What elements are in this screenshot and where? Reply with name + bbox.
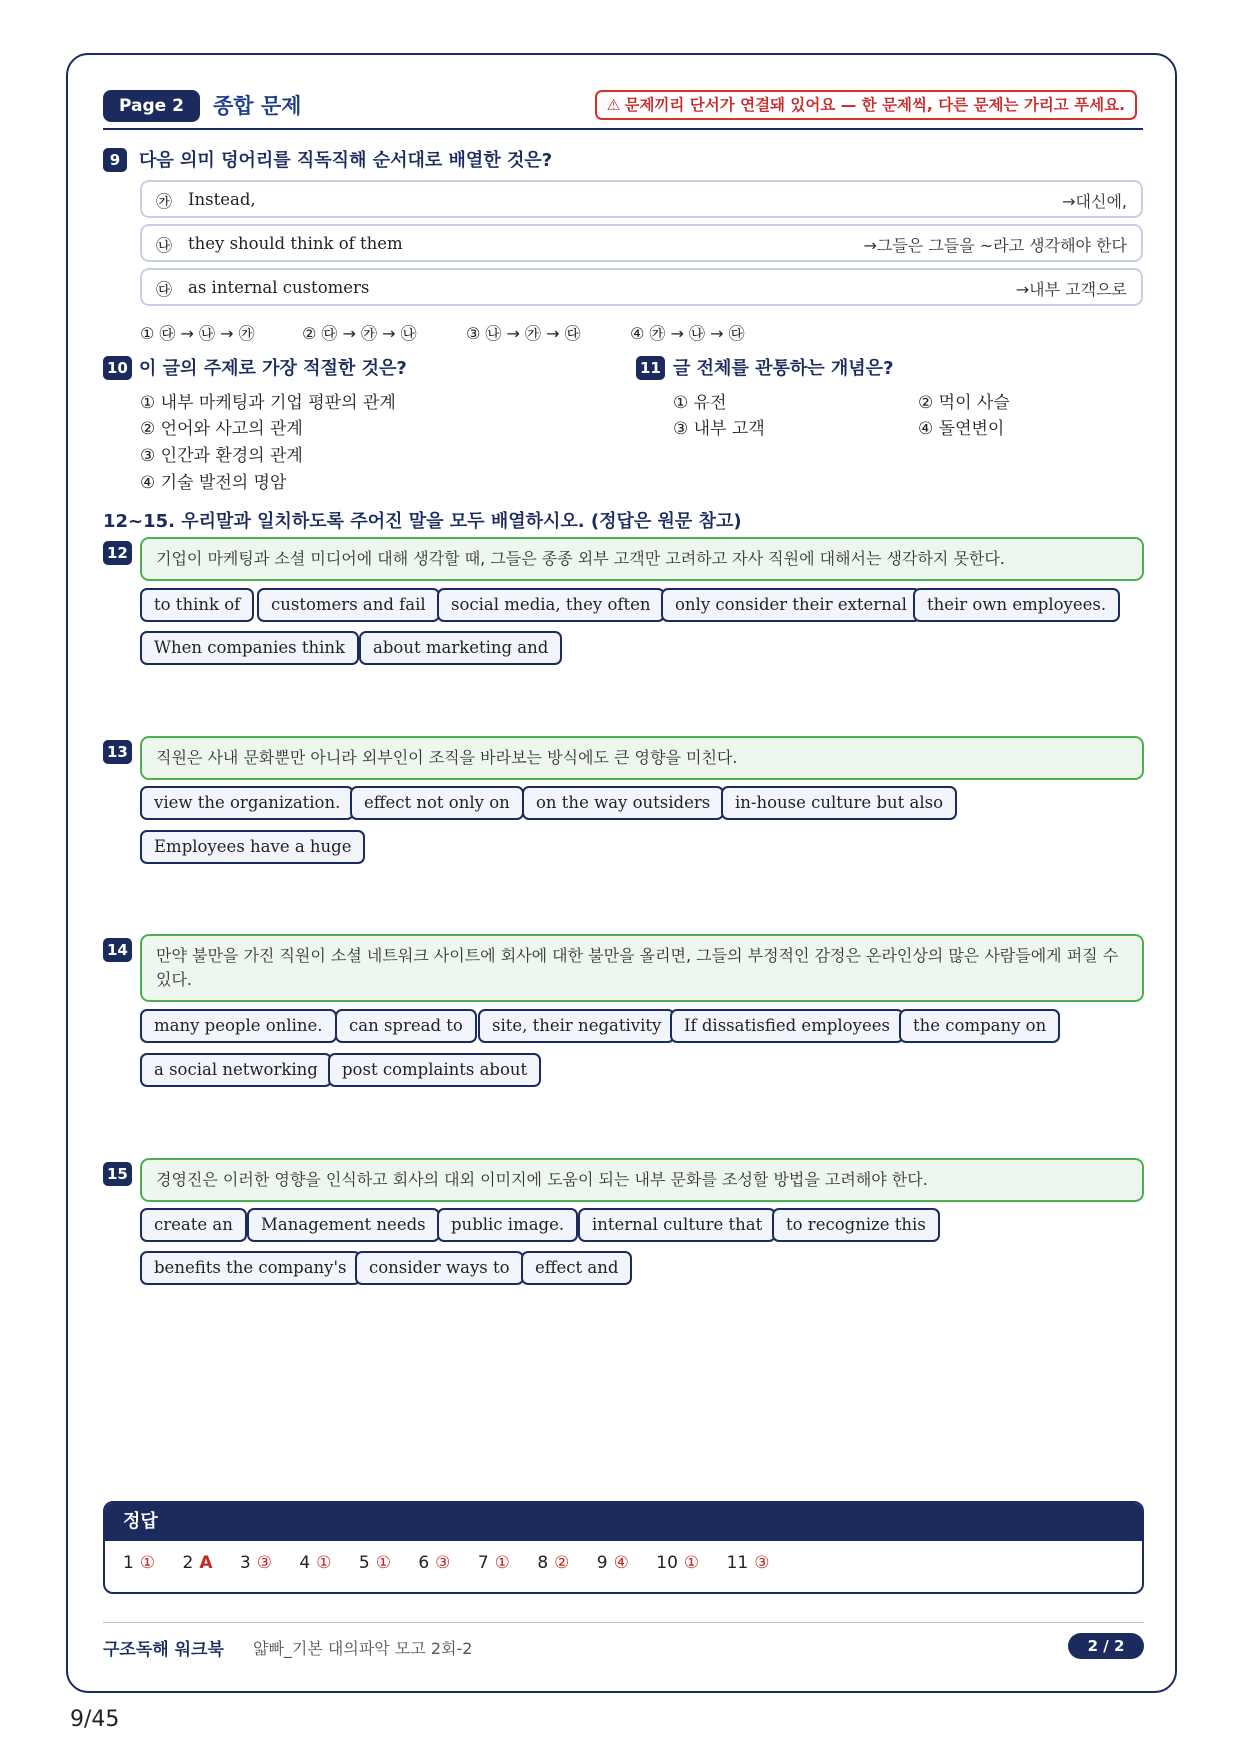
instruction-12-15: 12~15. 우리말과 일치하도록 주어진 말을 모두 배열하시오. (정답은 원문 참고)	[103, 511, 742, 532]
answer-value: ①	[375, 1553, 391, 1573]
answer-number: 7	[477, 1553, 489, 1573]
document-page-number: 9/45	[70, 1707, 120, 1732]
word-chip[interactable]: site, their negativity	[478, 1009, 675, 1043]
word-chip[interactable]: internal culture that	[578, 1208, 776, 1242]
chunk-english: Instead,	[188, 190, 256, 209]
chunk-label: ㉮	[156, 192, 173, 211]
answer-value: ③	[256, 1553, 272, 1573]
question-number-15: 15	[103, 1162, 132, 1186]
footer-page-badge: 2 / 2	[1068, 1633, 1144, 1659]
answer-list	[123, 1553, 791, 1573]
q11-option-1[interactable]: ① 유전	[673, 393, 727, 413]
q10-option-2[interactable]: ② 언어와 사고의 관계	[140, 419, 303, 439]
footer-brand: 구조독해 워크북	[103, 1640, 224, 1660]
word-chip[interactable]: can spread to	[335, 1009, 477, 1043]
q10-option-4[interactable]: ④ 기술 발전의 명암	[140, 473, 287, 493]
word-chip[interactable]: create an	[140, 1208, 247, 1242]
word-chip[interactable]: benefits the company's	[140, 1251, 361, 1285]
warning-banner	[595, 90, 1137, 120]
question-number-13: 13	[103, 740, 132, 764]
answer-value: ①	[494, 1553, 510, 1573]
question-title-9: 다음 의미 덩어리를 직독직해 순서대로 배열한 것은?	[139, 150, 553, 171]
page-badge: Page 2	[103, 90, 200, 122]
footer-divider	[103, 1622, 1144, 1623]
word-chip[interactable]: Employees have a huge	[140, 830, 365, 864]
korean-sentence-14: 만약 불만을 가진 직원이 소셜 네트워크 사이트에 회사에 대한 불만을 올리면, 그들의 부정적인 감정은 온라인상의 많은 사람들에게 퍼질 수 있다.	[140, 934, 1144, 1002]
word-chip[interactable]: When companies think	[140, 631, 359, 665]
answer-value: A	[199, 1553, 213, 1573]
page-header	[103, 90, 1143, 130]
chunk-label: ㉰	[156, 280, 173, 299]
answer-key-title: 정답	[105, 1503, 1142, 1541]
word-chip[interactable]: many people online.	[140, 1009, 337, 1043]
section-title: 종합 문제	[213, 94, 302, 118]
word-chip[interactable]: only consider their external	[661, 588, 921, 622]
chunk-korean: →내부 고객으로	[1015, 280, 1127, 299]
q9-option-1[interactable]: ① ㉰ → ㉯ → ㉮	[140, 324, 255, 343]
warning-triangle-icon: ⚠	[606, 96, 621, 114]
footer-subtitle: 얇빠_기본 대의파악 모고 2회-2	[253, 1639, 473, 1658]
answer-value: ①	[316, 1553, 332, 1573]
chunk-na	[140, 224, 1143, 262]
question-number-11: 11	[636, 356, 665, 380]
chunk-korean: →그들은 그들을 ~라고 생각해야 한다	[863, 236, 1127, 255]
word-chip[interactable]: consider ways to	[355, 1251, 524, 1285]
answer-number: 1	[123, 1553, 134, 1573]
q9-option-3[interactable]: ③ ㉯ → ㉮ → ㉰	[466, 324, 581, 343]
chunk-label: ㉯	[156, 236, 173, 255]
word-chip[interactable]: a social networking	[140, 1053, 332, 1087]
q11-option-4[interactable]: ④ 돌연변이	[918, 419, 1005, 439]
answer-key	[103, 1501, 1144, 1594]
answer-number: 11	[726, 1553, 749, 1573]
question-title-10: 이 글의 주제로 가장 적절한 것은?	[139, 358, 407, 379]
word-chip[interactable]: to recognize this	[772, 1208, 940, 1242]
q10-option-1[interactable]: ① 내부 마케팅과 기업 평판의 관계	[140, 393, 396, 413]
word-chip[interactable]: If dissatisfied employees	[670, 1009, 904, 1043]
word-chip[interactable]: the company on	[899, 1009, 1060, 1043]
answer-value: ③	[754, 1553, 770, 1573]
q10-option-3[interactable]: ③ 인간과 환경의 관계	[140, 446, 303, 466]
q9-option-2[interactable]: ② ㉰ → ㉮ → ㉯	[302, 324, 417, 343]
question-number-14: 14	[103, 938, 132, 962]
chunk-english: as internal customers	[188, 278, 370, 297]
word-chip[interactable]: in-house culture but also	[721, 786, 957, 820]
answer-number: 9	[596, 1553, 608, 1573]
answer-number: 10	[656, 1553, 678, 1573]
word-chip[interactable]: view the organization.	[140, 786, 354, 820]
answer-number: 5	[358, 1553, 370, 1573]
q11-option-3[interactable]: ③ 내부 고객	[673, 419, 765, 439]
q11-option-2[interactable]: ② 먹이 사슬	[918, 393, 1010, 413]
question-title-11: 글 전체를 관통하는 개념은?	[673, 358, 894, 379]
word-chip[interactable]: their own employees.	[913, 588, 1120, 622]
korean-sentence-13: 직원은 사내 문화뿐만 아니라 외부인이 조직을 바라보는 방식에도 큰 영향을 미친다.	[140, 736, 1144, 780]
word-chip[interactable]: customers and fail	[257, 588, 440, 622]
question-number-10: 10	[103, 356, 132, 380]
word-chip[interactable]: Management needs	[247, 1208, 440, 1242]
q9-option-4[interactable]: ④ ㉮ → ㉯ → ㉰	[630, 324, 745, 343]
chunk-english: they should think of them	[188, 234, 403, 253]
word-chip[interactable]: about marketing and	[359, 631, 562, 665]
answer-value: ①	[683, 1553, 700, 1573]
answer-number: 4	[299, 1553, 311, 1573]
chunk-korean: →대신에,	[1062, 192, 1127, 211]
answer-number: 8	[537, 1553, 549, 1573]
answer-value: ②	[554, 1553, 570, 1573]
question-number-12: 12	[103, 541, 132, 565]
answer-value: ③	[435, 1553, 451, 1573]
word-chip[interactable]: post complaints about	[328, 1053, 541, 1087]
chunk-ga	[140, 180, 1143, 218]
answer-number: 3	[239, 1553, 251, 1573]
word-chip[interactable]: effect and	[521, 1251, 632, 1285]
word-chip[interactable]: on the way outsiders	[522, 786, 724, 820]
answer-number: 2	[182, 1553, 194, 1573]
word-chip[interactable]: to think of	[140, 588, 254, 622]
question-number-9: 9	[103, 148, 127, 172]
korean-sentence-15: 경영진은 이러한 영향을 인식하고 회사의 대외 이미지에 도움이 되는 내부 문화를 조성할 방법을 고려해야 한다.	[140, 1158, 1144, 1202]
word-chip[interactable]: social media, they often	[437, 588, 665, 622]
chunk-da	[140, 268, 1143, 306]
korean-sentence-12: 기업이 마케팅과 소셜 미디어에 대해 생각할 때, 그들은 종종 외부 고객만 고려하고 자사 직원에 대해서는 생각하지 못한다.	[140, 537, 1144, 581]
warning-text: 문제끼리 단서가 연결돼 있어요 — 한 문제씩, 다른 문제는 가리고 푸세요.	[624, 96, 1125, 114]
word-chip[interactable]: public image.	[437, 1208, 578, 1242]
answer-value: ④	[613, 1553, 629, 1573]
answer-number: 6	[418, 1553, 430, 1573]
answer-value: ①	[139, 1553, 156, 1573]
word-chip[interactable]: effect not only on	[350, 786, 524, 820]
